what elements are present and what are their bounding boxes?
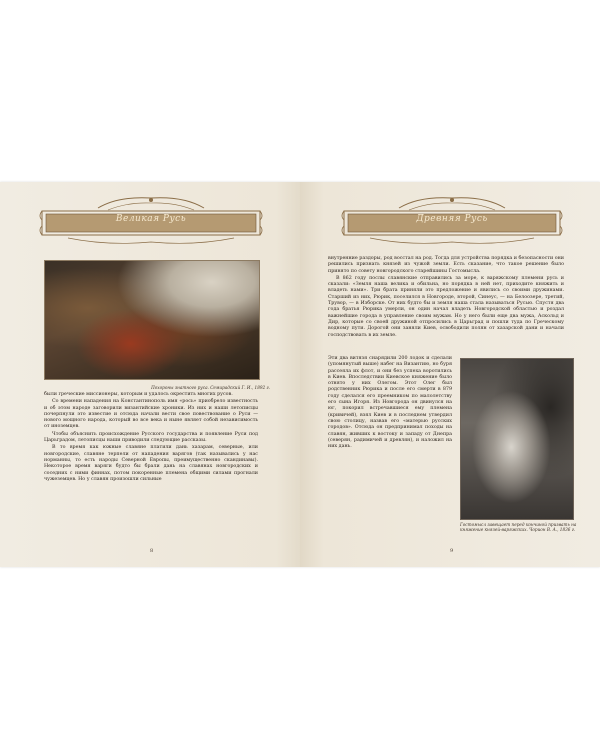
right-header-ornament [340,194,564,248]
left-paragraph: Чтобы объяснить происхождение Русского государства и появление Руси под Царьградом, летописцы наши приводили следующие рассказы. [44,431,258,444]
left-header-ornament [38,194,264,248]
funeral-painting-image [44,260,260,380]
gostomysl-engraving-image [460,358,574,520]
left-header-title: Великая Русь [115,214,187,224]
right-text-column-top [328,256,564,340]
right-paragraph: внутренние раздоры, род восстал на род. Тогда для устройства порядка и безопасности они решились признать князей из чужой земли. Есть сказание, что такое решение было принято по совету новгородского старейшины Гостомысла. [328,256,564,274]
left-paragraph: были греческие миссионеры, которым и удалось окрестить многих русов. [44,392,233,397]
right-paragraph: В 862 году послы славянские отправились за море, к варяжскому племени русь и сказали: «Земля наша велика и обильна, но порядка в ней нет, приходите княжить и владеть нами». Три брата приняли это предложение и явились со своими дружинами. Старший из них, Рюрик, поселился в Новгороде, второй, Синеус, — на Белоозере, третий, Трувор, — в Изборске. От них будто бы и земля наша стала называться Русью. Спустя два года братья Рюрика умерли, он один начал владеть Новгородской областью и роздал важнейшие города в управление своим мужам. Но у него были еще два мужа, Аскольд и Дир, которые со своей дружиной отпросились в Царьград и пошли туда по Греческому водному пути. Дорогой они заняли Киев, освободили полян от хазарской дани и начали господствовать в их земле. [328,275,564,338]
left-paragraph: В то время как южные славяне платили дань хазарам, северные, или новгородские, славяне терпели от нападения варягов (так назывались у нас норманны, то есть народы Северной Европы, преимущественно скандинавы). Некоторое время варяги будто бы брали дань на славянах новгородских и соседних с ними финнах, потом покоренные племена общими силами прогнали чужеземцев. Но у славян произошли сильные [44,445,258,482]
right-text-column-narrow: Эти два витязя снарядили 200 лодок и сделали (упомянутый выше) набег на Византию, но буря рассеяла их флот, и они без успеха воротились в Киев. Впоследствии Киевское княжение было отнято у них Олегом. Этот Олег был родственник Рюрика и после его смерти в 879 году сделался его преемником по малолетству его сына Игоря. Из Новгорода он двинулся на юг, покорил встречавшиеся ему племена (кривичей), взял Киев и в последнем утвердил свою столицу, назвав его «матерью русских городов». Отсюда он предпринимал походы на славян, живших к востоку и западу от Днепра (северян, радимичей и древлян), и наложил на них дань. [328,356,452,450]
right-image-caption: Гостомысл завещает перед кончиной призвать на княжение князей-варяжских. Чорион В. А., 1836 г. [460,522,577,533]
left-image-caption: Похороны знатного руса. Семирадский Г. И., 1892 г. [151,385,270,390]
left-page-number: 8 [150,548,154,554]
right-page [300,182,600,567]
book-spread [0,182,600,567]
right-page-number: 9 [450,548,454,554]
left-page [0,182,300,567]
left-paragraph: Со времени нападения на Константинополь имя «рось» приобрело известность и об этом народе заговорили византийские хроники. Из них и наши летописцы почерпнули это известие и отсюда начали вести свое повествование о Руси — нового мощного народа, который во все века и ныне являет собой независимость от иноземцев. [44,399,258,430]
right-header-title: Древняя Русь [416,214,488,224]
left-text-column [44,392,258,484]
